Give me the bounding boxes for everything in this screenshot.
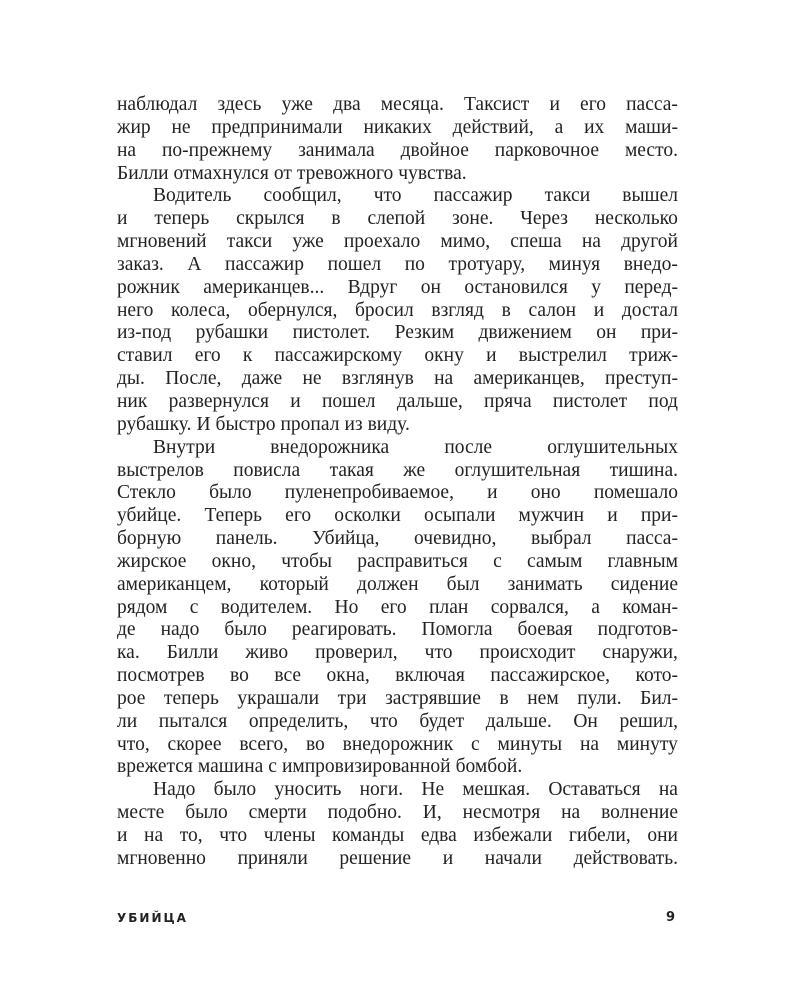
body-text bbox=[117, 94, 678, 871]
text-line: месте было смерти подобно. И, несмотря на волнение bbox=[117, 802, 678, 824]
text-line: борную панель. Убийца, очевидно, выбрал пасса- bbox=[117, 528, 678, 550]
text-line: рубашку. И быстро пропал из виду. bbox=[117, 413, 410, 435]
text-line: и на то, что члены команды едва избежали гибели, они bbox=[117, 825, 678, 846]
text-line: рядом с водителем. Но его план сорвался, а коман- bbox=[117, 596, 678, 618]
text-line: де надо было реагировать. Помогла боевая подготов- bbox=[117, 619, 678, 641]
text-line: него колеса, обернулся, бросил взгляд в салон и достал bbox=[117, 299, 678, 321]
text-line: ды. После, даже не взглянув на американцев, преступ- bbox=[117, 368, 678, 390]
text-line: наблюдал здесь уже два месяца. Таксист и его пасса- bbox=[117, 94, 678, 115]
text-line: американцем, который должен был занимать сидение bbox=[117, 573, 678, 595]
text-line: на по-прежнему занимала двойное парковочное место. bbox=[117, 139, 678, 161]
page-number: 9 bbox=[666, 910, 676, 925]
text-line: жирское окно, чтобы расправиться с самым главным bbox=[117, 550, 678, 572]
text-line: и теперь скрылся в слепой зоне. Через несколько bbox=[117, 208, 678, 230]
text-line: рое теперь украшали три застрявшие в нем пули. Бил- bbox=[117, 687, 678, 709]
text-line: Стекло было пуленепробиваемое, и оно помешало bbox=[117, 482, 678, 504]
text-line: заказ. А пассажир пошел по тротуару, минуя внедо- bbox=[117, 253, 678, 275]
text-line: что, скорее всего, во внедорожник с минуты на минуту bbox=[117, 733, 678, 755]
text-line: посмотрев во все окна, включая пассажирское, кото- bbox=[117, 665, 678, 687]
text-line: мгновений такси уже проехало мимо, спеша на другой bbox=[117, 231, 678, 253]
text-line: из-под рубашки пистолет. Резким движением он при- bbox=[117, 322, 678, 344]
text-line: рожник американцев... Вдруг он остановился у перед- bbox=[117, 276, 678, 298]
text-line: Надо было уносить ноги. Не мешкая. Оставаться на bbox=[153, 779, 678, 801]
text-line: Внутри внедорожника после оглушительных bbox=[153, 436, 678, 458]
text-line: ли пытался определить, что будет дальше. Он решил, bbox=[117, 710, 678, 732]
text-line: Водитель сообщил, что пассажир такси вышел bbox=[153, 185, 678, 207]
text-line: ставил его к пассажирскому окну и выстрелил триж- bbox=[117, 345, 678, 367]
text-line: убийце. Теперь его осколки осыпали мужчин и при- bbox=[117, 505, 678, 527]
running-footer: УБИЙЦА bbox=[117, 911, 188, 925]
text-line: жир не предпринимали никаких действий, а их маши- bbox=[117, 116, 678, 138]
text-line: ник развернулся и пошел дальше, пряча пистолет под bbox=[117, 390, 678, 412]
text-line: Билли отмахнулся от тревожного чувства. bbox=[117, 162, 467, 184]
text-line: врежется машина с импровизированной бомбой. bbox=[117, 756, 523, 778]
text-line: ка. Билли живо проверил, что происходит снаружи, bbox=[117, 642, 678, 664]
text-line: выстрелов повисла такая же оглушительная тишина. bbox=[117, 459, 678, 481]
text-line: мгновенно приняли решение и начали действовать. bbox=[117, 847, 678, 869]
